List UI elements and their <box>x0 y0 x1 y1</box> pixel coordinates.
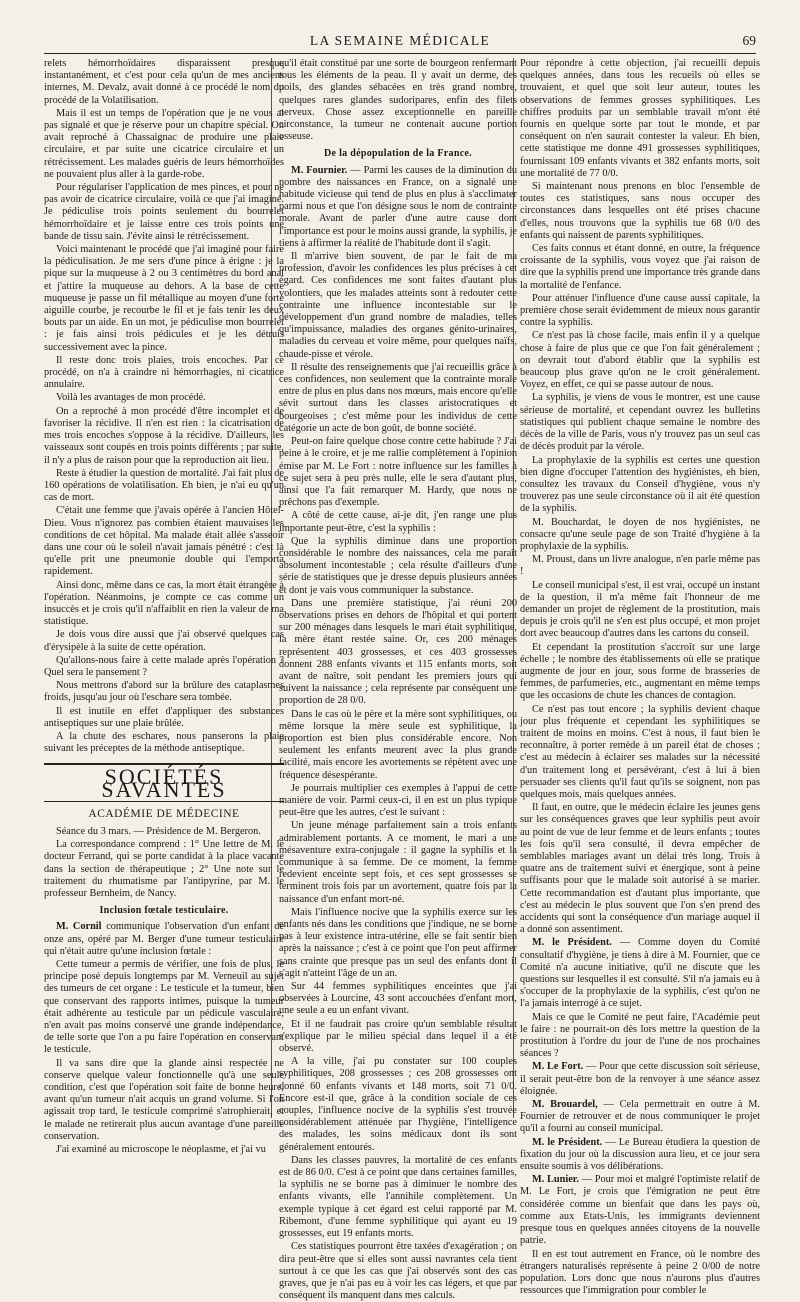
journal-title: LA SEMAINE MÉDICALE <box>309 33 491 48</box>
paragraph: Voici maintenant le procédé que j'ai imaginé pour faire la pédiculisation. Je me sers d'une pince à érigne : je la pique sur la muqueuse à 2 ou 3 centimètres du bord anal et j'attire la muqueuse au dehors. A la base de cette muqueuse je passe un fil métallique au moyen d'une forte aiguille courbe, je recourbe le fil et je fais tenir les deux bouts par un aide. En un mot, je pédiculise mon bourrelet : je fais ainsi trois pédicules et je les détruis successivement avec la pince. <box>44 244 284 353</box>
subheading-depopulation: De la dépopulation de la France. <box>324 148 472 160</box>
paragraph: J'ai examiné au microscope le néoplasme, et j'ai vu <box>56 1144 266 1156</box>
speaker-name: M. Brouardel, <box>532 1099 598 1111</box>
paragraph: La syphilis, je viens de vous le montrer, est une cause sérieuse de mortalité, et cependant ouvrez les bulletins statistiques qui publient chaque semaine le nombre des décès de la ville de Paris, vous n'y trouvez pas un seul cas de décès produit par la vérole. <box>520 392 760 453</box>
paragraph: Et cependant la prostitution s'accroît sur une large échelle ; le nombre des établissements où elle se pratique augmente de jour en jour, sous forme de brasseries de femmes, de parfumeries, etc., augmentant en même temps que les occasions de chute les chances de contagion. <box>520 641 760 702</box>
speaker-name: M. le Président. <box>532 1136 603 1148</box>
paragraph: Qu'allons-nous faire à cette malade après l'opération ? Quel sera le pansement ? <box>44 654 284 678</box>
speaker-text: — Pour que cette discussion soit sérieuse, il serait peut-être bon de la renvoyer à une séance assez éloignée. <box>520 1061 760 1097</box>
paragraph: Voilà les avantages de mon procédé. <box>56 392 206 404</box>
paragraph: La prophylaxie de la syphilis est certes une question bien digne d'occuper l'attention des hygiénistes, eh bien, consultez les travaux du Conseil d'hygiène, vous n'y trouverez pas une seule circonstance où il ait été question de la syphilis. <box>520 454 760 515</box>
paragraph: Il reste donc trois plaies, trois encoches. Par ce procédé, on n'a à craindre ni hémorrhagies, ni cicatrice annulaire. <box>44 354 284 391</box>
speaker-name: M. Fournier. <box>291 164 348 176</box>
paragraph: Cette tumeur a permis de vérifier, une fois de plus, le principe posé depuis longtemps par M. Verneuil au sujet des tumeurs de cet organe : Le testicule et la tumeur, bien que conservant des rapports intimes, puisque la tumeur était adhérente au testicule par un pédicule vasculaire, n'en avait pas moins conservé une grande indépendance, de telle sorte que l'on a pu faire l'opération en conservant le testicule. <box>44 959 284 1056</box>
paragraph: A la ville, j'ai pu constater sur 100 couples syphilitiques, 208 grossesses ; ces 208 grossesses ont donné 60 enfants vivants et 148 morts, soit 71 0/0. Encore est-il que, grâce à la condition sociale de ces couples, l'influence nocive de la syphilis s'est trouvée considérablement atténuée par l'hygiène, l'intelligence des malades, les soins médicaux dont ils sont généralement entourés. <box>279 1056 517 1153</box>
speaker-name: M. Lunier. <box>532 1174 579 1186</box>
paragraph: Il faut, en outre, que le médecin éclaire les jeunes gens sur les conséquences graves que leur syphilis peut avoir au point de vue de leur femme et de leurs enfants ; toutes les fois qu'il sera consulté, il devra empêcher de semblables mariages avant un délai très long. Trois à quatre ans de traitement suivi et énergique, sont à peine suffisants pour que le malade soit autorisé à se marier. Cette recommandation est d'autant plus importante, que c'est au médecin le plus souvent que l'on s'en prend des accidents qui sont la conséquence d'un mariage auquel il a donné son assentiment. <box>520 802 760 936</box>
paragraph: Ces faits connus et étant donné, en outre, la fréquence croissante de la syphilis, vous voyez que j'ai raison de dire que la syphilis prend une importance très grande dans la mortalité de l'enfance. <box>520 243 760 291</box>
paragraph: Ce n'est pas tout encore ; la syphilis devient chaque jour plus fréquente et cependant les syphilitiques se traitent de moins en moins. C'est à nous, il faut bien le reconnaître, à porter remède à un pareil état de choses ; c'est au médecin à éclairer ses malades sur la nécessité d'un traitement long et persévérant, c'est à lui à bien persuader ses clients qu'il faut qu'ils se soignent, non pas quelques mois, mais quelques années. <box>520 703 760 800</box>
paragraph: A la chute des eschares, nous panserons la plaie suivant les préceptes de la méthode antiseptique. <box>44 730 284 755</box>
speaker-name: M. Le Fort. <box>532 1061 584 1073</box>
paragraph: Dans le cas où le père et la mère sont syphilitiques, ou même lorsque la mère seule est syphilitique, la proportion est bien plus considérable encore. Non seulement les enfants meurent avec la plus grande facilité, mais encore les avortements se répètent avec une fréquence désespérante. <box>279 708 517 781</box>
paragraph: Il va sans dire que la glande ainsi respectée ne conserve quelque valeur fonctionnelle qu'à une seule condition, c'est que l'opération soit faite de bonne heure, avant qu'un tumeur n'ait acquis un grand volume. Si l'on agissait trop tard, le testicule comprimé s'atrophierait, et le malade ne retirerait plus aucun avantage d'une pareille conservation. <box>44 1057 284 1142</box>
paragraph: Nous mettrons d'abord sur la brûlure des cataplasmes froids, jusqu'au jour où l'eschare sera tombée. <box>44 680 284 704</box>
paragraph: C'était une femme que j'avais opérée à l'ancien Hôtel-Dieu. Vous n'ignorez pas combien étaient mauvaises les conditions de cet hôpital. Ma malade était allée s'asseoir dans une cour où le soleil n'avait jamais pénétré : c'est là qu'elle prit une pneumonie double qui l'emporta rapidement. <box>44 505 284 578</box>
paragraph: A côté de cette cause, ai-je dit, j'en range une plus importante peut-être, c'est la syphilis : <box>279 510 517 534</box>
session-line: Séance du 3 mars. — Présidence de M. Bergeron. <box>56 825 261 837</box>
paragraph: Que la syphilis diminue dans une proportion considérable le nombre des naissances, cela me paraît absolument incontestable ; cela résulte d'ailleurs d'une série de statistiques que je dresse depuis plusieurs années et dont je vais vous communiquer la substance. <box>279 535 517 596</box>
subheading-inclusion: Inclusion fœtale testiculaire. <box>99 905 229 917</box>
speaker-paragraph <box>279 165 517 250</box>
paragraph: Ces statistiques pourront être taxées d'exagération ; on dira peut-être que si elles sont aussi navrantes cela tient surtout à ce que les cas que j'ai observés sont des cas graves, que je n'ai pas eu à voir les cas légers, et que par conséquent ils manquent dans mes calculs. <box>279 1241 517 1302</box>
paragraph: Mais l'influence nocive que la syphilis exerce sur les enfants nés dans les conditions que j'indique, ne se borne pas à leur existence intra-utérine, elle se fait sentir bien après la naissance ; c'est à ce point que l'on peut affirmer sans crainte que presque pas un seul des enfants dont il s'agit n'atteint l'âge de un an. <box>279 906 517 979</box>
paragraph: Je pourrais multiplier ces exemples à l'appui de cette manière de voir. Parmi ceux-ci, il en est un plus typique peut-être que les autres, c'est le suivant : <box>279 782 517 819</box>
paragraph: Le conseil municipal s'est, il est vrai, occupé un instant de la question, il m'a même fait l'honneur de me demander un projet de règlement de la prostitution, mais depuis je crois qu'il ne s'en est plus occupé, et mon projet dort avec beaucoup d'autres dans les cartons du conseil. <box>520 579 760 640</box>
column-1 <box>44 58 284 1156</box>
paragraph: Mais ce que le Comité ne peut faire, l'Académie peut le faire : ne pourrait-on dès lors mettre la question de la prostitution à l'ordre du jour de l'une de nos prochaines séances ? <box>520 1011 760 1060</box>
speaker-name: M. Cornil <box>56 921 102 933</box>
speaker-name: M. le Président. <box>532 937 612 949</box>
paragraph: qu'il était constitué par une sorte de bourgeon renfermant tous les éléments de la peau. Il y avait un derme, des poils, des glandes sébacées en très grand nombre, quelques rares glandes sudoripares, enfin des filets nerveux. Chose assez exceptionnelle en pareille circonstance, la tumeur ne contenait aucune portion osseuse. <box>279 58 517 143</box>
paragraph: Dans les classes pauvres, la mortalité de ces enfants est de 86 0/0. C'est à ce point que dans certaines familles, la syphilis ne se borne pas à diminuer le nombre des enfants vivants, elle l'annihile complètement. Un exemple typique à cet égard est celui rapporté par M. Ribemont, d'une femme syphilitique qui ayant eu 19 grossesses, eut 19 enfants morts. <box>279 1154 517 1240</box>
speaker-paragraph <box>44 921 284 958</box>
speaker-text: — Cela permettrait en outre à M. Fournier de retrouver et de nous communiquer le projet qu'il a fourni au conseil municipal. <box>520 1099 760 1135</box>
paragraph: Reste à étudier la question de mortalité. J'ai fait plus de 160 opérations de volatilisation. Eh bien, je n'ai eu qu'un cas de mort. <box>44 467 284 504</box>
paragraph: Il résulte des renseignements que j'ai recueillis grâce à ces confidences, non seulement que la contrainte morale entre de plus en plus dans nos mœurs, mais encore qu'elle sévit surtout dans les classes aristocratiques et bourgeoises ; c'est même pour les individus de cette catégorie un acte de bon goût, de bonne société. <box>279 361 517 434</box>
speaker-paragraph <box>520 1061 760 1098</box>
paragraph: Il m'arrive bien souvent, de par le fait de ma profession, d'avoir les confidences les plus précises à cet égard. Ces confidences me sont faites d'autant plus volontiers, que les malades atteints sont à redouter cette contrainte une influence incontestable sur le développement d'un grand nombre de maladies, telles qu'impuissance, maladies des organes génito-urinaires, maladies du cerveau et voire même, pour quelques naïfs, chaude-pisse et vérole. <box>279 251 517 360</box>
page-header <box>44 31 756 54</box>
paragraph: Je dois vous dire aussi que j'ai observé quelques cas d'érysipèle à la suite de cette opération. <box>44 629 284 653</box>
paragraph: relets hémorrhoïdaires disparaissent presque instantanément, et c'est pour cela qu'un de mes anciens internes, M. Devalz, avait donné à ce procédé le nom du procédé de la Volatilisation. <box>44 58 284 106</box>
column-3 <box>520 58 761 1297</box>
paragraph: Et il ne faudrait pas croire qu'un semblable résultat s'explique par le milieu spécial dans lequel il a été observé. <box>279 1018 517 1055</box>
paragraph: Dans une première statistique, j'ai réuni 200 observations prises en dehors de l'hôpital et qui portent sur 200 ménages dans lesquels le mari était syphilitique, la mère étant restée saine. Or, ces 200 ménages représentent 403 grossesses, et ces 403 grossesses donnent 288 enfants vivants et 115 enfants morts, soit avant de naître, soit pendant les premiers jours qui suivent la naissance ; cela représente par conséquent une proportion de 28 0/0. <box>279 597 517 707</box>
paragraph: On a reproché à mon procédé d'être incomplet et de favoriser la récidive. Il n'en est rien : la cicatrisation de mes trois encoches s'oppose à la récidive. D'ailleurs, les vaisseaux sont coupés en trois points différents ; par suite, il n'y a plus de raison pour que la reproduction ait lieu. <box>44 405 284 466</box>
speaker-text: — Pour moi et malgré l'optimiste relatif de M. Le Fort, je crois que l'émigration ne peut être considérée comme un bienfait que dans les pays où, comme aux Etats-Unis, les immigrants deviennent presque tous en quelques années citoyens de la nouvelle patrie. <box>520 1174 760 1247</box>
paragraph: M. Bouchardat, le doyen de nos hygiénistes, ne consacre qu'une seule page de son Traité d'hygiène à la prophylaxie de la syphilis. <box>520 516 760 552</box>
paragraph: Pour répondre à cette objection, j'ai recueilli depuis quelques années, dans tous les recueils où elles se trouvaient, et quel que soit leur auteur, toutes les observations de femmes grosses syphilitiques. Les chiffres produits par un semblable travail m'ont été fournis en quelque sorte par tout le monde, et par conséquent on n'en saurait contester la valeur. Eh bien, cette statistique me donne 491 grossesses syphilitiques, fournissant 109 enfants vivants et 382 enfants morts, soit une mortalité de 77 0/0. <box>520 58 760 179</box>
paragraph: Mais il est un temps de l'opération que je ne vous ai pas signalé et que je réserve pour un chapitre spécial. On avait reproché à Chassaignac de produire une plaie circulaire, et par suite une cicatrice circulaire et un rétrécissement. Les malades guéris de leurs hémorrhoïdes ne pouvaient plus aller à la garde-robe. <box>44 107 284 180</box>
paragraph: Ce n'est pas là chose facile, mais enfin il y a quelque chose à faire de plus que ce que l'on fait généralement ; on devrait tout d'abord établir que la syphilis est beaucoup plus grave qu'on ne le croit généralement. Voyez, en effet, ce qui se passe autour de nous. <box>520 330 760 391</box>
paragraph: Sur 44 femmes syphilitiques enceintes que j'ai observées à Lourcine, 43 sont accouchées d'enfant mort, une seule a eu un enfant vivant. <box>279 981 517 1017</box>
paragraph: Il en est tout autrement en France, où le nombre des étrangers naturalisés représente à peine 2 0/00 de notre population. Lors donc que nous n'aurons plus d'autres ressources que l'immigration pour combler le <box>520 1248 760 1297</box>
paragraph: Si maintenant nous prenons en bloc l'ensemble de toutes ces statistiques, sans nous occuper des circonstances dans lesquelles ont été prises chacune d'elles, nous trouvons que la syphilis tue 68 0/0 des enfants qui naissent de parents syphilitiques. <box>520 181 760 241</box>
speaker-paragraph <box>520 1174 760 1247</box>
paragraph: M. Proust, dans un livre analogue, n'en parle même pas ! <box>520 554 760 578</box>
speaker-text: — Comme doyen du Comité consultatif d'hygiène, je tiens à dire à M. Fournier, que ce Comité n'a aucune initiative, qu'il ne discute que les questions sur lesquelles il est consulté. S'il n'a jamais eu à s'occuper de la prophylaxie de la syphilis, c'est qu'on ne l'a jamais interrogé à ce sujet. <box>520 937 761 1010</box>
paragraph: Peut-on faire quelque chose contre cette habitude ? J'ai peine à le croire, et je me rallie complètement à l'opinion émise par M. Le Fort : notre influence sur les familles à ce sujet sera à peu près nulle, elle le sera d'autant plus, ainsi que l'a fait remarquer M. Hardy, que nous ne prêchons pas d'exemple. <box>279 436 518 509</box>
speaker-text: communique l'observation d'un enfant de onze ans, opéré par M. Berger d'une tumeur testiculaire qui n'était autre qu'une inclusion fœtale : <box>44 921 284 957</box>
speaker-paragraph <box>520 937 760 1010</box>
speaker-paragraph <box>520 1099 760 1136</box>
academy-heading: ACADÉMIE DE MÉDECINE <box>88 807 240 820</box>
speaker-paragraph <box>520 1137 760 1174</box>
paragraph: Il est inutile en effet d'appliquer des substances antiseptiques sur une plaie brûlée. <box>44 705 284 729</box>
speaker-text: — Parmi les causes de la diminution du nombre des naissances en France, on a signalé une habitude vicieuse qui tend de plus en plus à s'acclimater parmi nous et que l'on désigne sous le nom de contrainte morale. Avant de parler d'une autre cause dont l'importance est pour le moins aussi grande, la syphilis, je tiens à affirmer la réalité de l'habitude dont il s'agit. <box>279 164 517 249</box>
column-2 <box>279 58 518 1302</box>
speaker-text: — Le Bureau étudiera la question de fixation du jour où la discussion aura lieu, et ce jour sera ensuite soumis à vos délibérations. <box>520 1136 760 1173</box>
paragraph: Un jeune ménage parfaitement sain a trois enfants admirablement portants. A ce moment, le mari a une mésaventure extra-conjugale : il gagne la syphilis et la communique à sa femme. De ce moment, la femme redevient enceinte sept fois, et ces sept grossesses se terminent trois fois par un avortement, quatre fois par la naissance d'un enfant mort-né. <box>279 820 517 905</box>
paragraph: Ainsi donc, même dans ce cas, la mort était étrangère à l'opération. Néanmoins, je compte ce cas comme un insuccès et je crois qu'il n'affaiblit en rien la valeur de ma statistique. <box>44 579 284 628</box>
page-number: 69 <box>742 33 756 48</box>
section-title: SOCIÉTÉS SAVANTES <box>44 763 284 801</box>
paragraph: Pour atténuer l'influence d'une cause aussi capitale, la première chose serait évidemment de mieux nous garantir contre la syphilis. <box>520 292 760 329</box>
correspondence: La correspondance comprend : 1° Une lettre de M. le docteur Ferrand, qui se porte candidat à la place vacante dans la section de thérapeutique ; 2° Une note sur le traitement du rhumatisme par l'antipyrine, par M. le professeur Bernheim, de Nancy. <box>44 839 284 899</box>
paragraph: Pour régulariser l'application de mes pinces, et pour ne pas avoir de cicatrice circulaire, voilà ce que j'ai imaginé. Je pédiculise trois points seulement du bourrelet hémorrhoïdaire et je laisse entre ces trois points une bande de tissu sain. J'évite ainsi le rétrécissement. <box>44 182 284 242</box>
